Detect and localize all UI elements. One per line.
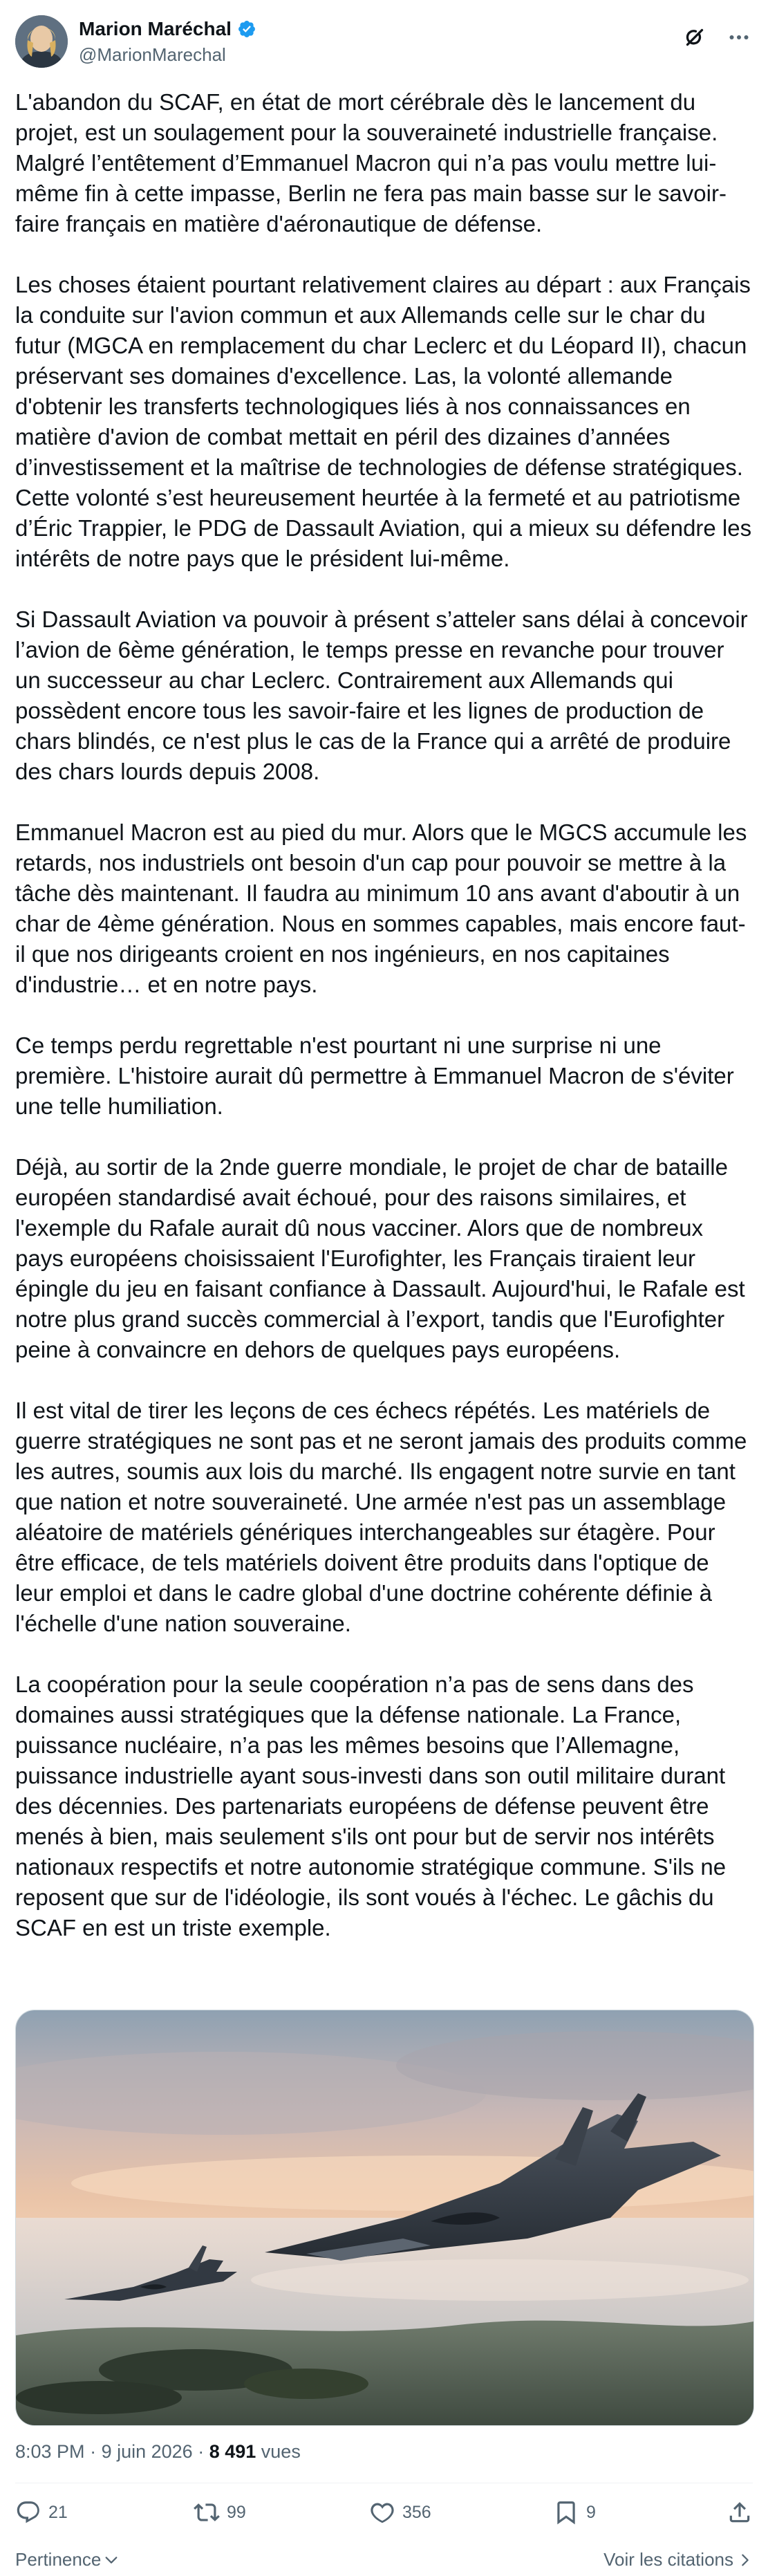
repost-icon bbox=[194, 2499, 220, 2526]
view-quotes-label: Voir les citations bbox=[603, 2549, 733, 2570]
post-paragraph: Il est vital de tirer les leçons de ces échecs répétés. Les matériels de guerre stratégiques ne sont pas et ne seront jamais des produits comme les autres, soumis aux lois du marché. Ils engagent notre survie en tant que nation et notre souveraineté. Une armée n'est pas un assemblage aléatoire de matériels génériques interchangeables sur étagère. Pour être efficace, de tels matériels doivent être produits dans l'optique de leur emploi et dans le cadre global d'une doctrine cohérente définie à l'échelle d'une nation souveraine. bbox=[15, 1398, 747, 1636]
sort-label: Pertinence bbox=[15, 2549, 102, 2570]
verified-badge-icon[interactable] bbox=[237, 19, 256, 39]
grok-icon[interactable] bbox=[682, 25, 707, 50]
replies-toolbar bbox=[15, 2548, 753, 2575]
meta-space bbox=[256, 2441, 261, 2463]
post-paragraph: L'abandon du SCAF, en état de mort cérébrale dès le lancement du projet, est un soulagement pour la souveraineté industrielle française. Malgré l’entêtement d’Emmanuel Macron qui n’a pas voulu mettre lui-même fin à cette impasse, Berlin ne fera pas main basse sur le savoir-faire français en matière d'aéronautique de défense. bbox=[15, 89, 727, 237]
reply-count: 21 bbox=[48, 2502, 68, 2522]
bookmark-count: 9 bbox=[586, 2502, 596, 2522]
post-image[interactable] bbox=[15, 2010, 754, 2426]
avatar[interactable] bbox=[15, 15, 68, 68]
author-handle[interactable]: @MarionMarechal bbox=[79, 44, 226, 65]
bookmark-icon bbox=[553, 2499, 579, 2526]
post-paragraph: Les choses étaient pourtant relativement claires au départ : aux Français la conduite sur l'avion commun et aux Allemands celle sur le char du futur (MGCA en remplacement du char Leclerc et du Léopard II), chacun préservant ses domaines d'excellence. Las, la volonté allemande d'obtenir les transferts technologiques liés à nos connaissances en matière d'avion de combat mettait en péril des dizaines d’années d’investissement et la maîtrise de technologies de défense stratégiques. Cette volonté s’est heureusement heurtée à la fermeté et au patriotisme d’Éric Trappier, le PDG de Dassault Aviation, qui a mieux su défendre les intérêts de notre pays que le président lui-même. bbox=[15, 272, 752, 571]
post-paragraph: Emmanuel Macron est au pied du mur. Alors que le MGCS accumule les retards, nos industriels ont besoin d'un cap pour pouvoir se mettre à la tâche dès maintenant. Il faudra au minimum 10 ans avant d'aboutir à un char de 4ème génération. Nous en sommes capables, mais encore faut-il que nos dirigeants croient en nos ingénieurs, en nos capitaines d'industrie… et en notre pays. bbox=[15, 819, 747, 997]
post-time[interactable]: 8:03 PM bbox=[15, 2441, 85, 2462]
fighter-jet-image bbox=[16, 2010, 753, 2425]
meta-separator: · bbox=[84, 2441, 102, 2462]
avatar-image bbox=[15, 15, 68, 68]
post-paragraph: Ce temps perdu regrettable n'est pourtant ni une surprise ni une première. L'histoire aurait dû permettre à Emmanuel Macron de s'éviter une telle humiliation. bbox=[15, 1032, 734, 1119]
reply-button[interactable] bbox=[15, 2499, 68, 2526]
reply-icon bbox=[15, 2499, 41, 2526]
views-count: 8 491 bbox=[209, 2441, 256, 2462]
meta-separator: · bbox=[192, 2441, 209, 2462]
author-row bbox=[79, 18, 256, 40]
like-count: 356 bbox=[402, 2502, 431, 2522]
post-paragraph: Si Dassault Aviation va pouvoir à présent s’atteler sans délai à concevoir l’avion de 6ème génération, le temps presse en revanche pour trouver un successeur au char Leclerc. Contrairement aux Allemands qui possèdent encore tous les savoir-faire et les lignes de production de chars blindés, ce n'est plus le cas de la France qui a arrêté de produire des chars lourds depuis 2008. bbox=[15, 606, 748, 784]
chevron-right-icon bbox=[738, 2552, 753, 2568]
sort-dropdown[interactable] bbox=[15, 2549, 119, 2570]
post-text bbox=[15, 87, 753, 1943]
post-meta bbox=[15, 2441, 301, 2463]
author-name[interactable]: Marion Maréchal bbox=[79, 18, 232, 39]
post-paragraph: La coopération pour la seule coopération n’a pas de sens dans des domaines aussi stratégiques que la défense nationale. La France, puissance nucléaire, n’a pas les mêmes besoins que l’Allemagne, puissance industrielle ayant sous-investi dans son outil militaire durant des décennies. Des partenariats européens de défense peuvent être menés à bien, mais seulement s'ils ont pour but de servir nos intérêts nationaux respectifs et notre autonomie stratégique commune. S'ils ne reposent que sur de l'idéologie, ils sont voués à l'échec. Le gâchis du SCAF en est un triste exemple. bbox=[15, 1671, 727, 1940]
view-quotes-link[interactable] bbox=[603, 2549, 753, 2570]
share-button[interactable] bbox=[727, 2499, 753, 2526]
more-icon[interactable] bbox=[725, 25, 753, 50]
like-button[interactable] bbox=[369, 2499, 431, 2526]
post-header bbox=[15, 15, 753, 68]
share-icon bbox=[727, 2499, 753, 2526]
bookmark-button[interactable] bbox=[553, 2499, 596, 2526]
post-date[interactable]: 9 juin 2026 bbox=[101, 2441, 193, 2462]
repost-button[interactable] bbox=[194, 2499, 246, 2526]
action-bar bbox=[15, 2499, 753, 2538]
post-paragraph: Déjà, au sortir de la 2nde guerre mondiale, le projet de char de bataille européen standardisé avait échoué, pour des raisons similaires, et l'exemple du Rafale aurait dû nous vacciner. Alors que de nombreux pays européens choisissaient l'Eurofighter, les Français tiraient leur épingle du jeu en faisant confiance à Dassault. Aujourd'hui, le Rafale est notre plus grand succès commercial à l’export, tandis que l'Eurofighter peine à convaincre en dehors de quelques pays européens. bbox=[15, 1154, 745, 1362]
chevron-down-icon bbox=[104, 2552, 119, 2568]
like-icon bbox=[369, 2499, 395, 2526]
repost-count: 99 bbox=[227, 2502, 246, 2522]
views-label: vues bbox=[261, 2441, 301, 2462]
